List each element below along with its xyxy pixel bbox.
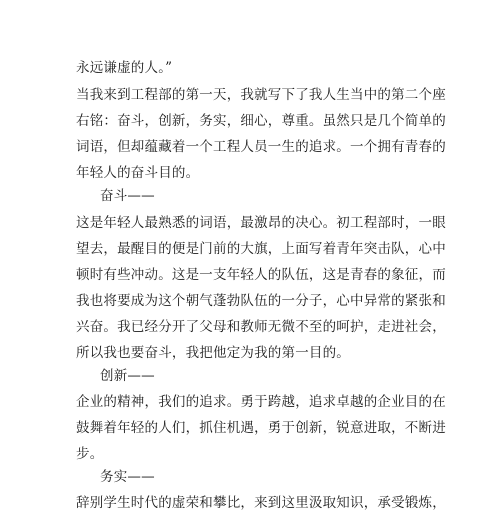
text-line-14: 企业的精神，我们的追求。勇于跨越，追求卓越的企业目的在 <box>76 394 446 410</box>
section-heading-fendou: 奋斗—— <box>100 188 155 204</box>
text-line-1: 永远谦虚的人。” <box>76 60 173 76</box>
section-heading-wushi: 务实—— <box>100 469 155 485</box>
text-line-11: 兴奋。我已经分开了父母和教师无微不至的呵护，走进社会， <box>76 319 446 335</box>
text-line-8: 望去，最醒目的便是门前的大旗，上面写着青年突击队，心中 <box>76 241 446 257</box>
text-line-2: 当我来到工程部的第一天，我就写下了我人生当中的第二个座 <box>76 87 446 103</box>
text-line-4: 词语，但却蕴藏着一个工程人员一生的追求。一个拥有青春的 <box>76 139 446 155</box>
text-line-3: 右铭：奋斗，创新，务实，细心，尊重。虽然只是几个简单的 <box>76 113 446 129</box>
section-heading-chuangxin: 创新—— <box>100 368 155 384</box>
text-line-16: 步。 <box>76 446 104 462</box>
text-line-10: 我也将要成为这个朝气蓬勃队伍的一分子，心中异常的紧张和 <box>76 293 446 309</box>
text-line-15: 鼓舞着年轻的人们，抓住机遇，勇于创新，锐意进取，不断进 <box>76 420 446 436</box>
text-line-5: 年轻人的奋斗目的。 <box>76 165 200 181</box>
text-line-7: 这是年轻人最熟悉的词语，最激昂的决心。初工程部时，一眼 <box>76 215 446 231</box>
text-line-12: 所以我也要奋斗，我把他定为我的第一目的。 <box>76 345 350 361</box>
text-line-18: 辞别学生时代的虚荣和攀比，来到这里汲取知识，承受锻炼， <box>76 495 446 511</box>
text-line-9: 顿时有些冲动。这是一支年轻人的队伍，这是青春的象征，而 <box>76 267 446 283</box>
